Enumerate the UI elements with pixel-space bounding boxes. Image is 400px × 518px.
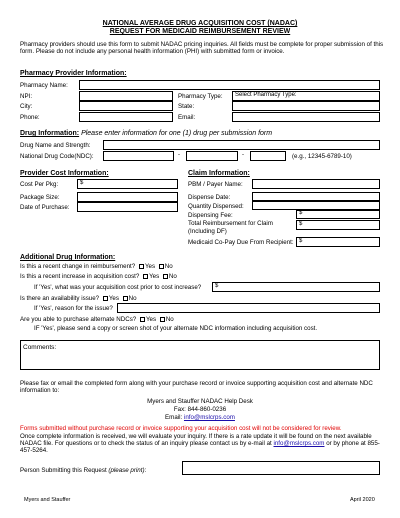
q6-label: Are you able to purchase alternate NDCs? (20, 316, 137, 323)
drug-name-field[interactable] (103, 140, 380, 150)
drug-heading-row (20, 130, 272, 138)
dispense-date-field[interactable] (252, 192, 380, 201)
ndc-field-1[interactable] (103, 151, 174, 161)
total-reimb-field[interactable] (296, 220, 380, 230)
city-field[interactable] (79, 101, 173, 111)
q4-no-checkbox[interactable] (123, 296, 128, 301)
helpdesk-email-label: Email: (165, 414, 183, 421)
q7-label: IF 'Yes', please send a copy or screen shot of your alternate NDC information including acquisition cost. (34, 325, 318, 332)
prior-cost-dollar: $ (215, 283, 219, 289)
helpdesk-fax: Fax: 844-860-0236 (173, 406, 227, 413)
q1-no-label: No (164, 263, 173, 270)
q1-label: Is this a recent change in reimbursement? (20, 263, 136, 270)
ndc-dash-2: - (242, 152, 244, 158)
cost-heading: Provider Cost Information: (20, 170, 109, 177)
date-of-purchase-field[interactable] (77, 202, 178, 212)
date-of-purchase-label: Date of Purchase: (20, 204, 70, 211)
pbm-label: PBM / Payer Name: (188, 181, 243, 188)
ndc-dash-1: - (178, 152, 180, 158)
ndc-example: (e.g., 12345-6789-10) (292, 153, 352, 160)
q2-row (20, 273, 177, 280)
prior-cost-field[interactable] (212, 282, 380, 292)
pharmacy-type-label: Pharmacy Type: (178, 93, 223, 100)
complete-info-text (20, 433, 388, 454)
form-title: NATIONAL AVERAGE DRUG ACQUISITION COST (NADAC) (102, 20, 298, 27)
npi-label: NPI: (20, 93, 33, 100)
state-label: State: (178, 103, 195, 110)
drug-name-label: Drug Name and Strength: (20, 142, 91, 149)
warning-text: Forms submitted without purchase record or invoice supporting your acquisition cost will not be considered for review. (20, 425, 342, 432)
footer-right: April 2020 (350, 497, 375, 503)
additional-heading: Additional Drug Information: (20, 254, 116, 261)
npi-field[interactable] (79, 91, 173, 101)
dispensing-fee-field[interactable] (296, 210, 380, 219)
pharmacy-name-label: Pharmacy Name: (20, 82, 68, 89)
ndc-label: National Drug Code(NDC): (20, 153, 94, 160)
medicaid-copay-label: Medicaid Co-Pay Due From Recipient: (188, 239, 294, 246)
helpdesk-name: Myers and Stauffer NADAC Help Desk (147, 398, 253, 405)
signature-colon: : (144, 467, 147, 474)
q2-label: Is this a recent increase in acquisition cost? (20, 273, 140, 280)
including-df-label: (Including DF) (188, 228, 227, 235)
claim-heading: Claim Information: (188, 170, 250, 177)
dispense-date-label: Dispense Date: (188, 194, 231, 201)
total-reimb-label: Total Reimbursement for Claim (188, 220, 273, 227)
q4-label: Is there an availability issue? (20, 295, 100, 302)
q6-yes-checkbox[interactable] (140, 317, 145, 322)
qty-dispensed-field[interactable] (252, 201, 380, 210)
q4-yes-checkbox[interactable] (103, 296, 108, 301)
q6-row (20, 316, 174, 323)
dispensing-fee-label: Dispensing Fee: (188, 212, 233, 219)
city-label: City: (20, 103, 33, 110)
pharmacy-name-field[interactable] (79, 80, 380, 90)
ndc-field-3[interactable] (250, 151, 286, 161)
cost-per-pkg-dollar: $ (80, 180, 84, 186)
ndc-field-2[interactable] (186, 151, 238, 161)
pbm-field[interactable] (252, 179, 380, 189)
q4-yes-label: Yes (108, 295, 119, 302)
q4-row (20, 295, 137, 302)
medicaid-copay-field[interactable] (296, 237, 380, 247)
availability-reason-field[interactable] (117, 303, 380, 313)
drug-heading: Drug Information: (20, 130, 80, 137)
email-field[interactable] (232, 112, 380, 122)
signature-label-row (20, 467, 146, 474)
signature-label: Person Submitting this Request (20, 467, 107, 474)
dispensing-fee-dollar: $ (299, 210, 303, 216)
q2-no-label: No (168, 273, 177, 280)
q1-row (20, 263, 173, 270)
q3-label: If 'Yes', what was your acquisition cost prior to cost increase? (34, 284, 202, 291)
complete-info-email-link[interactable]: info@mslcrps.com (273, 440, 325, 448)
cost-per-pkg-label: Cost Per Pkg: (20, 181, 59, 188)
form-subtitle: REQUEST FOR MEDICAID REIMBURSEMENT REVIEW (109, 28, 291, 35)
fax-instructions: Please fax or email the completed form along with your purchase record or invoice supporting acquisition cost and alternate NDC information to: (20, 380, 373, 395)
cost-per-pkg-field[interactable] (77, 179, 178, 189)
comments-label: Comments: (23, 344, 57, 351)
pharmacy-type-select-text: Select Pharmacy Type: (235, 92, 297, 98)
signature-hint: (please print) (108, 467, 145, 474)
qty-dispensed-label: Quantity Dispensed: (188, 203, 244, 210)
pharmacy-type-select[interactable] (232, 91, 380, 101)
helpdesk-email-row (0, 414, 400, 421)
package-size-field[interactable] (77, 192, 178, 202)
q6-no-checkbox[interactable] (160, 317, 165, 322)
helpdesk-email-link[interactable]: info@mslcrps.com (183, 414, 235, 421)
package-size-label: Package Size: (20, 194, 60, 201)
q2-yes-checkbox[interactable] (143, 274, 148, 279)
phone-label: Phone: (20, 114, 40, 121)
medicaid-copay-dollar: $ (299, 238, 303, 244)
q4-no-label: No (128, 295, 137, 302)
drug-note: Please enter information for one (1) drug per submission form (81, 130, 273, 137)
q1-no-checkbox[interactable] (159, 264, 164, 269)
q2-yes-label: Yes (149, 273, 160, 280)
phone-field[interactable] (79, 112, 173, 122)
q6-yes-label: Yes (146, 316, 157, 323)
total-reimb-dollar: $ (299, 221, 303, 227)
q1-yes-checkbox[interactable] (139, 264, 144, 269)
complete-info-part1: Once complete information is received, we will evaluate your inquiry. If there is a rate update it will be found on the next available NADAC file. For questions or to check the status of an inquiry please contact us by e-mail at (20, 433, 372, 448)
q1-yes-label: Yes (144, 263, 156, 270)
q5-label: If 'Yes', reason for the issue? (34, 305, 113, 312)
complete-info-part2: or by phone at 855-457-5264. (20, 440, 380, 455)
provider-heading: Pharmacy Provider Information: (20, 70, 127, 77)
q2-no-checkbox[interactable] (163, 274, 168, 279)
footer-left: Myers and Stauffer (24, 497, 71, 503)
q6-no-label: No (165, 316, 174, 323)
email-label: Email: (178, 114, 196, 121)
state-field[interactable] (232, 101, 380, 111)
signature-field[interactable] (182, 461, 380, 475)
intro-text: Pharmacy providers should use this form to submit NADAC pricing inquiries. All fields must be complete for proper submission of this form. Please do not include any personal health information (PHI) with submitted form or invoice. (20, 41, 384, 56)
comments-field[interactable] (20, 340, 380, 370)
